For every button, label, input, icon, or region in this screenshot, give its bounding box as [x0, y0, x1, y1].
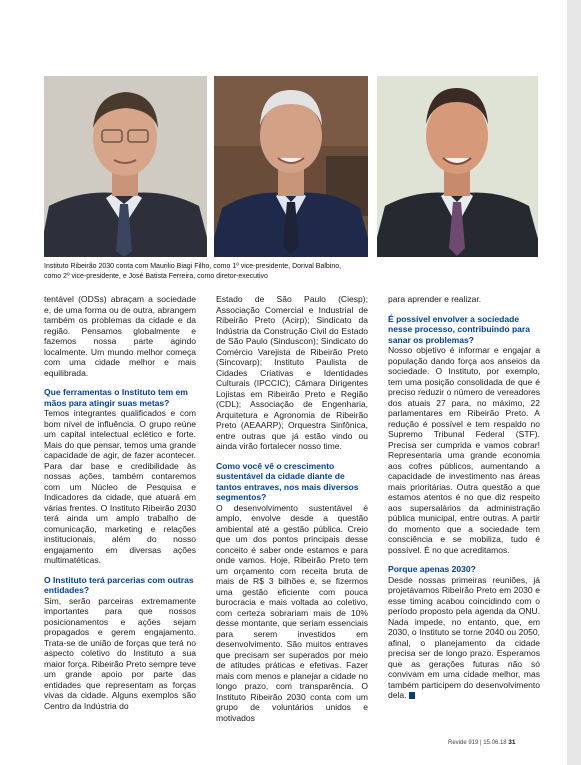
paragraph: Temos integrantes qualificados e com bom nível de influência. O grupo reúne um capital intelectual eclético e forte. Mais do que pensar, temos uma grande capacidade de agir, de fazer acontecer. Para dar base e credibilidade às nossas ações, também contaremos com um Núcleo de Pesquisa e Indicadores da cidade, que atuará em várias frentes. O Instituto Ribeirão 2030 terá ainda um amplo trabalho de comunicação, marketing e relações institucionais, além do nosso engajamento em diversas ações multimatéticas.: [44, 408, 196, 565]
page-number: 31: [508, 739, 516, 746]
photo-caption: Instituto Ribeirão 2030 conta com Maurilio Biagi Filho, como 1º vice-presidente, Dorival Balbino, como 2º vice-presidente, e José Batista Ferreira, como diretor-executivo: [44, 263, 342, 280]
interview-question: É possível envolver a sociedade nesse processo, contribuindo para sanar os problemas?: [388, 313, 531, 345]
paragraph: Sim, serão parceiras extremamente importantes para que nossos posicionamentos e ações sejam propagados e gerem engajamento. Trata-se de união de forças que terá no aspecto coletivo do Instituto a sua maior força. Ribeirão Preto sempre teve um grande apoio por parte das entidades que representam as forças vivas da cidade. Alguns exemplos são Centro da Indústria do: [44, 595, 196, 711]
paragraph: [388, 575, 540, 701]
paragraph: O desenvolvimento sustentável é amplo, envolve desde a questão ambiental até a gestão pública. Creio que um dos pontos principais desse conceito é saber onde estamos e para onde vamos. Hoje, Ribeirão Preto tem um orçamento com receita bruta de mais de R$ 3 bilhões e, se fizermos uma gestão eficiente com pouca burocracia e mais voltada ao coletivo, com certeza sobrariam mais de 10% desse montante, que seriam essenciais para serem investidos em desenvolvimento. São muitos entraves que precisam ser superados por meio de atitudes práticas e efetivas. Fazer mais com menos e planejar a cidade no longo prazo, com transparência. O Instituto Ribeirão 2030 conta com um grupo de voluntários unidos e motivados: [216, 502, 368, 723]
text-column-1: [44, 294, 196, 711]
page-edge-band: [567, 0, 581, 765]
text-column-2: [216, 294, 368, 723]
photo-strip: [44, 76, 538, 257]
portrait-photo-1: [44, 76, 207, 257]
interview-question: O Instituto terá parcerias com outras entidades?: [44, 574, 194, 595]
portrait-photo-2: [214, 76, 368, 257]
paragraph: Nosso objetivo é informar e engajar a população dando força aos anseios da sociedade. O Instituto, por exemplo, tem uma posição consolidada de que é preciso reduzir o número de vereadores dos atuais 27 para, no máximo, 22 parlamentares em Ribeirão Preto. A redução é possível e tem respaldo no Supremo Tribunal Federal (STF). Precisa ser cumprida e vamos cobrar! Representaria uma grande economia aos cofres públicos, aumentando a capacidade de investimento nas áreas mais prioritárias. Outra questão a que estamos atentos é no que diz respeito aos supersalários da administração pública municipal, entre outras. A partir do momento que a sociedade tem consciência e se mobiliza, tudo é possível. É no que acreditamos.: [388, 345, 540, 555]
paragraph: para aprender e realizar.: [388, 294, 482, 304]
interview-question: Como você vê o crescimento sustentável da cidade diante de tantos entraves, nos mais diversos segmentos?: [216, 460, 359, 502]
paragraph-text: Desde nossas primeiras reuniões, já projetávamos Ribeirão Preto em 2030 e esse timing acabou coincidindo com o período proposto pela agenda da ONU. Nada impede, no entanto, que, em 2030, o Instituto se torne 2040 ou 2050, afinal, o planejamento da cidade precisa ser de longo prazo. Esperamos que as gerações futuras não só convivam em uma cidade melhor, mas também participem do desenvolvimento dela.: [388, 574, 540, 700]
paragraph: Estado de São Paulo (Ciesp); Associação Comercial e Industrial de Ribeirão Preto (Acirp); Sindicato da Indústria da Construção Civil do Estado de São Paulo (Sinduscon); Sindicato do Comércio Varejista de Ribeirão Preto (Sincovarp); Instituto Paulista de Cidades Criativas e Identidades Culturais (IPCCIC); Câmara Dirigentes Lojistas em Ribeirão Preto e Região (CDL); Associação de Engenharia, Arquitetura e Agronomia de Ribeirão Preto (AEAARP); Orquestra Sinfônica, entre outras que já estão vindo ou ainda virão fortalecer nosso time.: [216, 294, 368, 451]
interview-question: Porque apenas 2030?: [388, 564, 476, 574]
end-of-article-icon: [409, 692, 415, 699]
page-footer: Revide 919 | 15.06.18 31: [448, 739, 516, 746]
paragraph: tentável (ODSs) abraçam a sociedade e, de uma forma ou de outra, abrangem também os problemas da cidade e da região. Pensamos globalmente e fazemos nossa parte agindo localmente. Um mundo melhor começa com uma cidade melhor e mais equilibrada.: [44, 294, 196, 378]
publication-name: Revide 919: [448, 740, 479, 746]
interview-question: Que ferramentas o Instituto tem em mãos para atingir suas metas?: [44, 387, 188, 408]
issue-date: 15.06.18: [483, 740, 507, 746]
text-column-3: [388, 294, 540, 701]
portrait-photo-3: [377, 76, 538, 257]
